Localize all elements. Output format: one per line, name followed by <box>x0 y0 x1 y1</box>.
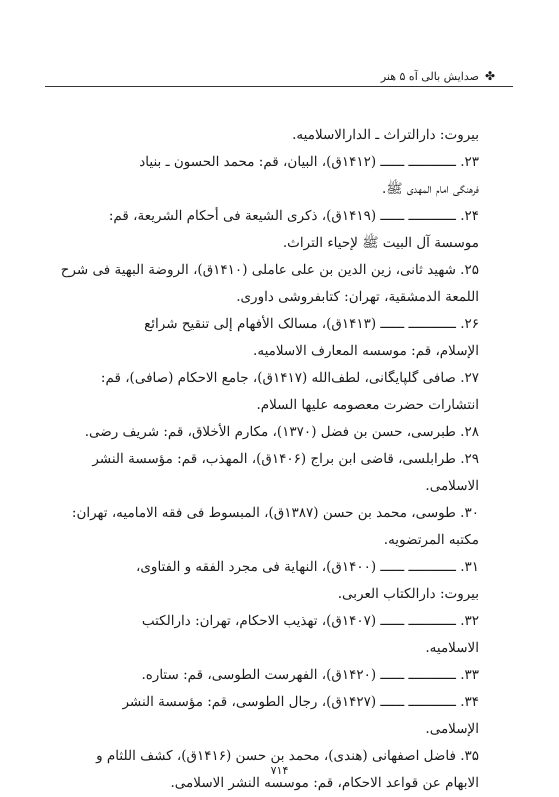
page-number: ۷۱۴ <box>270 764 289 777</box>
bibliography-line: ۲۹. طرابلسی، قاضی ابن براج (۱۴۰۶ق)، المهذب، قم: مؤسسة النشر <box>92 451 479 467</box>
bibliography-line: ۲۳. ــــــــــــ ــــــ (۱۴۱۲ق)، البیان، قم: محمد الحسون ـ بنیاد <box>139 154 479 170</box>
bibliography-line: ۳۱. ــــــــــــ ــــــ (۱۴۰۰ق)، النهایة فی مجرد الفقه و الفتاوی، <box>136 559 479 575</box>
bibliography-line: الإسلامی. <box>425 721 479 737</box>
bibliography-line: ۳۵. فاضل اصفهانی (هندی)، محمد بن حسن (۱۴۱۶ق)، کشف اللثام و <box>96 748 479 764</box>
running-title: صدایش بالی آه ۵ هنر <box>380 70 479 83</box>
bibliography-line: الاسلامی. <box>425 478 479 494</box>
bibliography-line: الاسلامیه. <box>425 640 479 656</box>
bibliography-line: موسسة آل البیت ﷺ لإحیاء التراث. <box>282 235 479 251</box>
running-header <box>15 66 495 86</box>
bibliography-line: ۳۴. ــــــــــــ ــــــ (۱۴۲۷ق)، رجال الطوسی، قم: مؤسسة النشر <box>122 694 479 710</box>
bibliography-line: ۲۸. طبرسی، حسن بن فضل (۱۳۷۰)، مکارم الأخلاق، قم: شریف رضی. <box>84 424 479 440</box>
bibliography-line: فرهنگی امام المهدی ﷺ. <box>382 181 479 197</box>
header-ornament-icon: ✤ <box>484 69 495 83</box>
bibliography-line: ۳۳. ــــــــــــ ــــــ (۱۴۲۰ق)، الفهرست الطوسی، قم: ستاره. <box>141 667 479 683</box>
bibliography-line: ۲۶. ــــــــــــ ــــــ (۱۴۱۳ق)، مسالک الأفهام إلی تنقیح شرائع <box>144 316 479 332</box>
bibliography-line: ۳۰. طوسی، محمد بن حسن (۱۳۸۷ق)، المبسوط فی فقه الامامیه، تهران: <box>71 505 479 521</box>
bibliography-line: مکتبه المرتضویه. <box>383 532 479 548</box>
bibliography-line: اللمعة الدمشقیة، تهران: کتابفروشی داوری. <box>236 289 479 305</box>
bibliography-line: ۲۴. ــــــــــــ ــــــ (۱۴۱۹ق)، ذکری الشیعة فی أحکام الشریعة، قم: <box>108 208 479 224</box>
bibliography-list <box>60 122 479 797</box>
bibliography-line: الإسلام، قم: موسسه المعارف الاسلامیه. <box>253 343 479 359</box>
bibliography-line: ۲۵. شهید ثانی، زین الدین بن علی عاملی (۱۴۱۰ق)، الروضة البهیة فی شرح <box>60 262 479 278</box>
bibliography-line: بیروت: دارالتراث ـ الدارالاسلامیه. <box>292 127 479 143</box>
bibliography-line: بیروت: دارالکتاب العربی. <box>337 586 479 602</box>
bibliography-line: ۲۷. صافی گلپایگانی، لطف‌الله (۱۴۱۷ق)، جامع الاحکام (صافی)، قم: <box>100 370 479 386</box>
bibliography-line: ۳۲. ــــــــــــ ــــــ (۱۴۰۷ق)، تهذیب الاحکام، تهران: دارالکتب <box>141 613 479 629</box>
bibliography-line: الابهام عن قواعد الاحکام، قم: موسسه النشر الاسلامی. <box>170 775 479 791</box>
header-rule <box>45 86 513 87</box>
bibliography-line: انتشارات حضرت معصومه علیها السلام. <box>256 397 479 413</box>
